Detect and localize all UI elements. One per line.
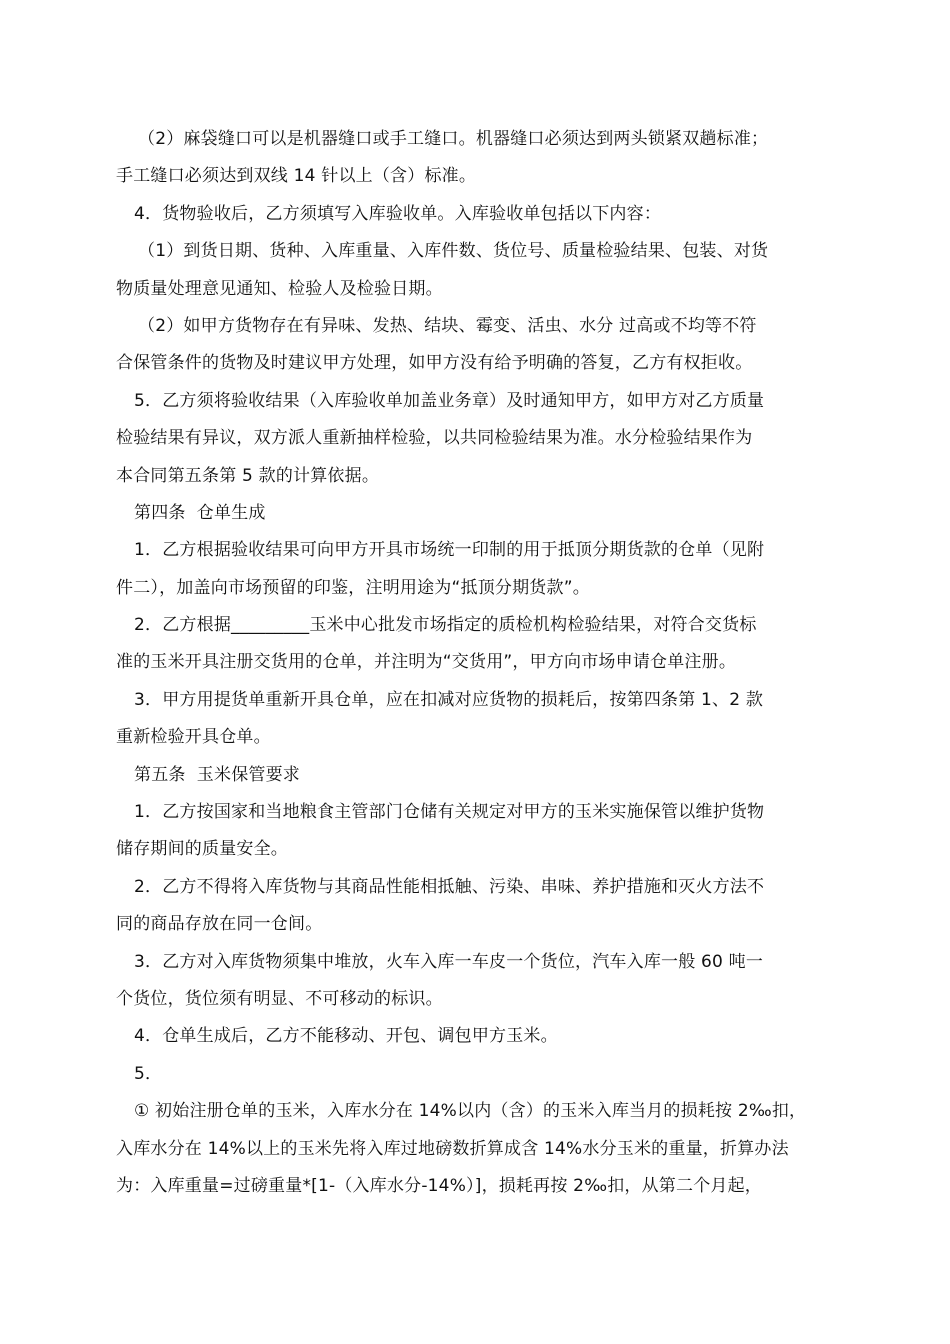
clause-line: 4．仓单生成后，乙方不能移动、开包、调包甲方玉米。	[134, 1026, 558, 1047]
clause-line: 2．乙方不得将入库货物与其商品性能相抵触、污染、串味、养护措施和灭火方法不	[134, 876, 765, 897]
clause-line: 准的玉米开具注册交货用的仓单，并注明为“交货用”，甲方向市场申请仓单注册。	[116, 652, 737, 673]
clause-line: 检验结果有异议，双方派人重新抽样检验，以共同检验结果为准。水分检验结果作为	[116, 428, 753, 449]
clause-line: 重新检验开具仓单。	[116, 727, 271, 748]
clause-line: （2）麻袋缝口可以是机器缝口或手工缝口。机器缝口必须达到两头锁紧双趟标准；	[138, 129, 769, 149]
section-heading: 第五条 玉米保管要求	[134, 764, 301, 785]
clause-line: 5．乙方须将验收结果（入库验收单加盖业务章）及时通知甲方，如甲方对乙方质量	[134, 390, 765, 411]
clause-line: 合保管条件的货物及时建议甲方处理，如甲方没有给予明确的答复，乙方有权拒收。	[116, 353, 753, 374]
clause-line: 为：入库重量=过磅重量*[1-（入库水分-14%）]，损耗再按 2‰扣，从第二个月起，	[116, 1175, 763, 1196]
clause-line: 物质量处理意见通知、检验人及检验日期。	[116, 278, 443, 299]
clause-line: 1．乙方按国家和当地粮食主管部门仓储有关规定对甲方的玉米实施保管以维护货物	[134, 802, 765, 823]
clause-line: 本合同第五条第 5 款的计算依据。	[116, 465, 380, 486]
clause-line: 5．	[134, 1063, 163, 1084]
clause-line: ① 初始注册仓单的玉米，入库水分在 14%以内（含）的玉米入库当月的损耗按 2‰扣，	[134, 1101, 807, 1122]
clause-line: 1．乙方根据验收结果可向甲方开具市场统一印制的用于抵顶分期货款的仓单（见附	[134, 540, 765, 561]
clause-line: 件二），加盖向市场预留的印鉴，注明用途为“抵顶分期货款”。	[116, 577, 590, 598]
clause-line: 2．乙方根据_________玉米中心批发市场指定的质检机构检验结果，对符合交货标	[134, 615, 757, 636]
clause-line: （1）到货日期、货种、入库重量、入库件数、货位号、质量检验结果、包装、对货	[138, 241, 769, 262]
contract-text	[116, 121, 838, 1205]
clause-line: 个货位，货位须有明显、不可移动的标识。	[116, 988, 443, 1009]
clause-line: 同的商品存放在同一仓间。	[116, 914, 323, 935]
section-heading: 第四条 仓单生成	[134, 502, 266, 523]
clause-line: 手工缝口必须达到双线 14 针以上（含）标准。	[116, 166, 477, 187]
clause-line: 入库水分在 14%以上的玉米先将入库过地磅数折算成含 14%水分玉米的重量，折算办法	[116, 1138, 789, 1159]
clause-line: 3．甲方用提货单重新开具仓单，应在扣减对应货物的损耗后，按第四条第 1、2 款	[134, 689, 764, 710]
clause-line: 储存期间的质量安全。	[116, 839, 288, 860]
clause-line: 3．乙方对入库货物须集中堆放，火车入库一车皮一个货位，汽车入库一般 60 吨一	[134, 951, 764, 972]
clause-line: （2）如甲方货物存在有异味、发热、结块、霉变、活虫、水分 过高或不均等不符	[138, 315, 757, 336]
clause-line: 4．货物验收后，乙方须填写入库验收单。入库验收单包括以下内容：	[134, 203, 662, 224]
